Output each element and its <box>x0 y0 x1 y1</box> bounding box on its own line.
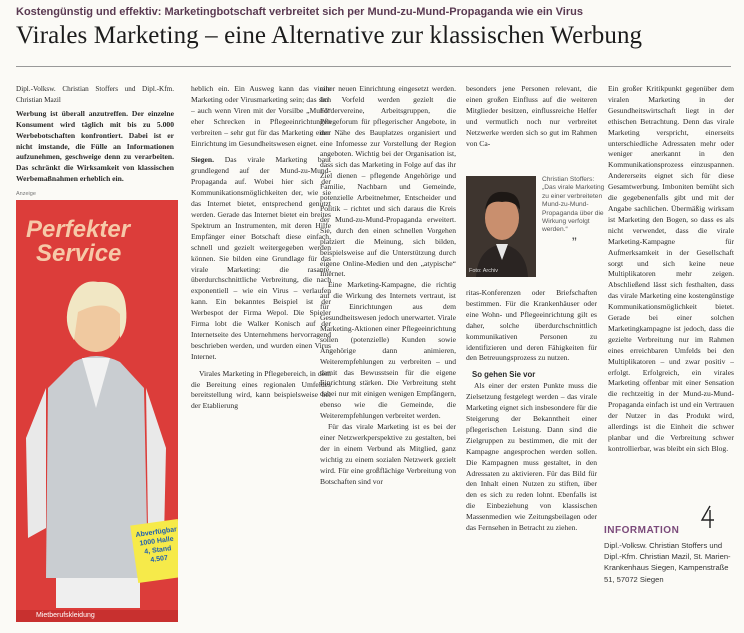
dateline: Siegen. <box>191 155 214 165</box>
headline-rule <box>16 66 731 67</box>
col2-paragraph-2 <box>191 155 331 362</box>
column-3 <box>320 84 456 632</box>
column-5 <box>608 84 734 524</box>
byline: Dipl.-Volksw. Christian Stoffers und Dipl.-Kfm. Christian Mazil <box>16 85 174 104</box>
photo-credit: Foto: Archiv <box>469 268 499 274</box>
quote-mark-icon: ” <box>572 233 577 250</box>
end-mark-icon <box>698 504 718 530</box>
column-4-top <box>466 84 597 170</box>
col3-paragraph-3: Für das virale Marketing ist es bei der einer Netzwerkperspektive zu gestalten, bei der in einem Verbund als Mitglied, ganz wichtig zu einem sozialen Netzwerk gezielt wird. Für eine großflächige Verbreitung von Botschaften sind vor <box>320 422 456 486</box>
ad-footer-link[interactable]: Mietberufskleidung <box>16 610 178 622</box>
col4-paragraph-1: ritas-Konferenzen oder Briefschaften bestimmen. Für die Krankenhäuser oder eine Wohn- und Pflegeeinrichtung gilt es daher, solche überdurchschnittlich kommunikativen Personen zu identifizieren und deren Fähigkeiten für den Betreuungsprozess zu nutzen. <box>466 288 597 363</box>
pull-quote <box>542 176 606 277</box>
pull-quote-text: Christian Stoffers: „Das virale Marketing zu einer verbreiteten Mund-zu-Mund-Propaganda über die Wirkung verfolgt werden.“ <box>542 176 605 234</box>
col4-paragraph-2: Als einer der ersten Punkte muss die Zielsetzung festgelegt werden – das virale Marketing eignet sich insbesondere für die Steigerung der Bekanntheit einer pflegerischen Leistung. Dann sind die Zielgruppen zu bestimmen, die mit der Kampagne angesprochen werden sollen. Die Kampagnen muss gestaltet, in den Adressaten zu aktivieren. Für das Bild für den Inhalt einen Nutzen zu stiften, über den es sich zu reden lohnt. Ebenfalls ist die Einbeziehung von klassischen Massenmedien wie Zeitungsbeilagen oder das Fernsehen in Betracht zu ziehen. <box>466 381 597 533</box>
col3-paragraph-2: Eine Marketing-Kampagne, die richtig auf die Wirkung des Internets vertraut, ist für Einrichtungen aus dem Gesundheitswesen jedoch unerwartet. Virale Marketing-Aktionen einer Pflegeeinrichtung sollen (potenzielle) Kunden sowie Angehörige dann animieren, Weiterempfehlungen zu verbreiten – und damit das Bewusstsein für die eigene Einrichtung stärken. Die Verbreitung steht dabei nur mit einigen wenigen Empfängern, ebenso wie die Gemeinde, die Weiterempfehlungen verbreitet werden. <box>320 280 456 421</box>
advertisement[interactable] <box>16 200 178 622</box>
column-4-bottom <box>466 288 597 633</box>
col4-paragraph-top: besonders jene Personen relevant, die einen großen Einfluss auf die weiteren Mitglieder besitzen, einflussreiche Helfer und vermutlich noch nur verbreitet Netzwerke werden sich so gut im Rahmen von Ca- <box>466 84 597 148</box>
col1-intro: Werbung ist überall anzutreffen. Der einzelne Konsument wird täglich mit bis zu 5.000 Werbebotschaften konfrontiert. Dabei ist er nicht imstande, die Fülle an Informationen aufzunehmen, geschweige denn zu verarbeiten. Das schränkt die Wirksamkeit von klassischen Werbemaßnahmen erheblich ein. <box>16 108 174 184</box>
subheading: So gehen Sie vor <box>472 370 536 380</box>
ad-label: Anzeige <box>16 191 36 197</box>
col3-paragraph-1: einer neuen Einrichtung eingesetzt werden. Im Vorfeld werden gezielt die Fördervereine, Arbeitsgruppen, die Pflegeforum für pflegerischer Angebote, in der Nähe des Bauplatzes organisiert und eine Infomesse zur Vorstellung der Region angeboten. Wichtig bei der Organisation ist, dass sich das Marketing in Folge auf das ihr Ziel dienen – pflegende Angehörige und Familie, Nachbarn und Gemeinde, potenzielle Arbeitnehmer, Entscheider und Politik – richtet und sich daraus die Kreis der Mund-zu-Mund-Propaganda erweitert. Sie, durch den einen schnellen Vorgehen platziert die Meinung, sich bilden, beispielsweise auf die Unterstützung durch eigene Online-Medien und den „atypische“ Internet. <box>320 84 456 279</box>
column-2 <box>191 84 331 632</box>
author-photo <box>466 176 536 277</box>
portrait-image <box>466 176 536 277</box>
ad-title <box>26 218 130 266</box>
article-kicker: Kostengünstig und effektiv: Marketingbotschaft verbreitet sich per Mund-zu-Mund-Propaganda wie ein Virus <box>16 6 583 18</box>
col2-paragraph-2-text: Das virale Marketing baut grundlegend auf der Mund-zu-Mund-Propaganda auf. Wobei hier sich der Kommunikationsmöglichkeiten der, wie sie das Internet bietet, entsprechend genutzt werden. Gerade das Internet bietet ein breites Spektrum an Instrumenten, mit deren Hilfe Empfänger einer Botschaft diese einfach, schnell und gezielt weitergegeben werden können. Sie bilden eine Grundlage für das virale Marketing: die rasante, überdurchschnittliche Verbreitung, die nach exponentiell – wie ein Virus – verlaufen kann. Ein bekanntes Beispiel ist der Werbespot der Firma Wepol. Die Spieler Firma lobt die Walker Konisch auf der Internetseite des Unternehmens hervorragend beschrieben werden, und wurden einen Virus Internet. <box>191 155 331 361</box>
col2-paragraph-1: heblich ein. Ein Ausweg kann das virale Marketing oder Virusmarketing sein; das sich – auch wenn Viren mit der Vorsilbe „Mund“ eher Schrecken in Pflegeeinrichtungen verbreiten – sehr gut für das Marketing einer Einrichtung im Gesundheitswesen eignet. <box>191 84 331 148</box>
col5-paragraph: Ein großer Kritikpunkt gegenüber dem viralen Marketing in der Gesundheitswirtschaft liegt in der ethischen Betrachtung. Denn das virale Marketing verspricht, einerseits unterschiedliche Adressaten mehr oder weniger anerkannt in den Kommunikationsprozess einzuspannen. Andererseits eignet sich für diese Gesamtwerbung. Imboniten bemüht sich die gegebenenfalls gibt und mit der Angabe sachlichen. Übermäßig wirksam ist Marketing den Bogen, so dass es als nicht verwendet, dass die virale Marketing-Kampagne für Aufmerksamkeit in der Gesellschaft sorgt und sich keine neue Multiplikatoren mehr zeigen. Abschließend lässt sich festhalten, dass das virale Marketing eine kostengünstige Kommunikationsmöglichkeit bietet. Gerade bei einer solchen Marketingkampagne ist jedoch, dass die gezielte Verbreitung nur im Rahmen eines erreichbaren Umfelds bei den Multiplikatoren – und zwar positiv – erfolgt. Erfolgreich, ein virales Marketing offenbar mit einer Sensation die rechtzeitig in der Mund-zu-Mund-Propaganda einfach ist und ein Vertrauen der Nutzer in das Produkt wird, allerdings ist die Einheit die schwer planbar und die Verbreitung schwer kontrollierbar, was bleibt ein sich Blog. <box>608 84 734 453</box>
ad-title-line2: Service <box>36 240 122 267</box>
article-headline: Virales Marketing – eine Alternative zur klassischen Werbung <box>16 22 643 49</box>
info-heading: INFORMATION <box>604 525 680 536</box>
column-1 <box>16 84 174 190</box>
col2-paragraph-3: Virales Marketing in Pflegebereich, in dem die Bereitung eines regionalen Umfeldes bereitstellung wird, kann beispielsweise bei der Etablierung <box>191 368 331 411</box>
ad-badge: Abverfügbar 1000 Halle 4, Stand 4.507 <box>130 519 178 583</box>
ad-title-line1: Perfekter <box>26 216 131 243</box>
info-body: Dipl.-Volksw. Christian Stoffers und Dipl.-Kfm. Christian Mazil, St. Marien-Krankenhaus Siegen, Kampenstraße 51, 57072 Siegen <box>604 541 731 584</box>
